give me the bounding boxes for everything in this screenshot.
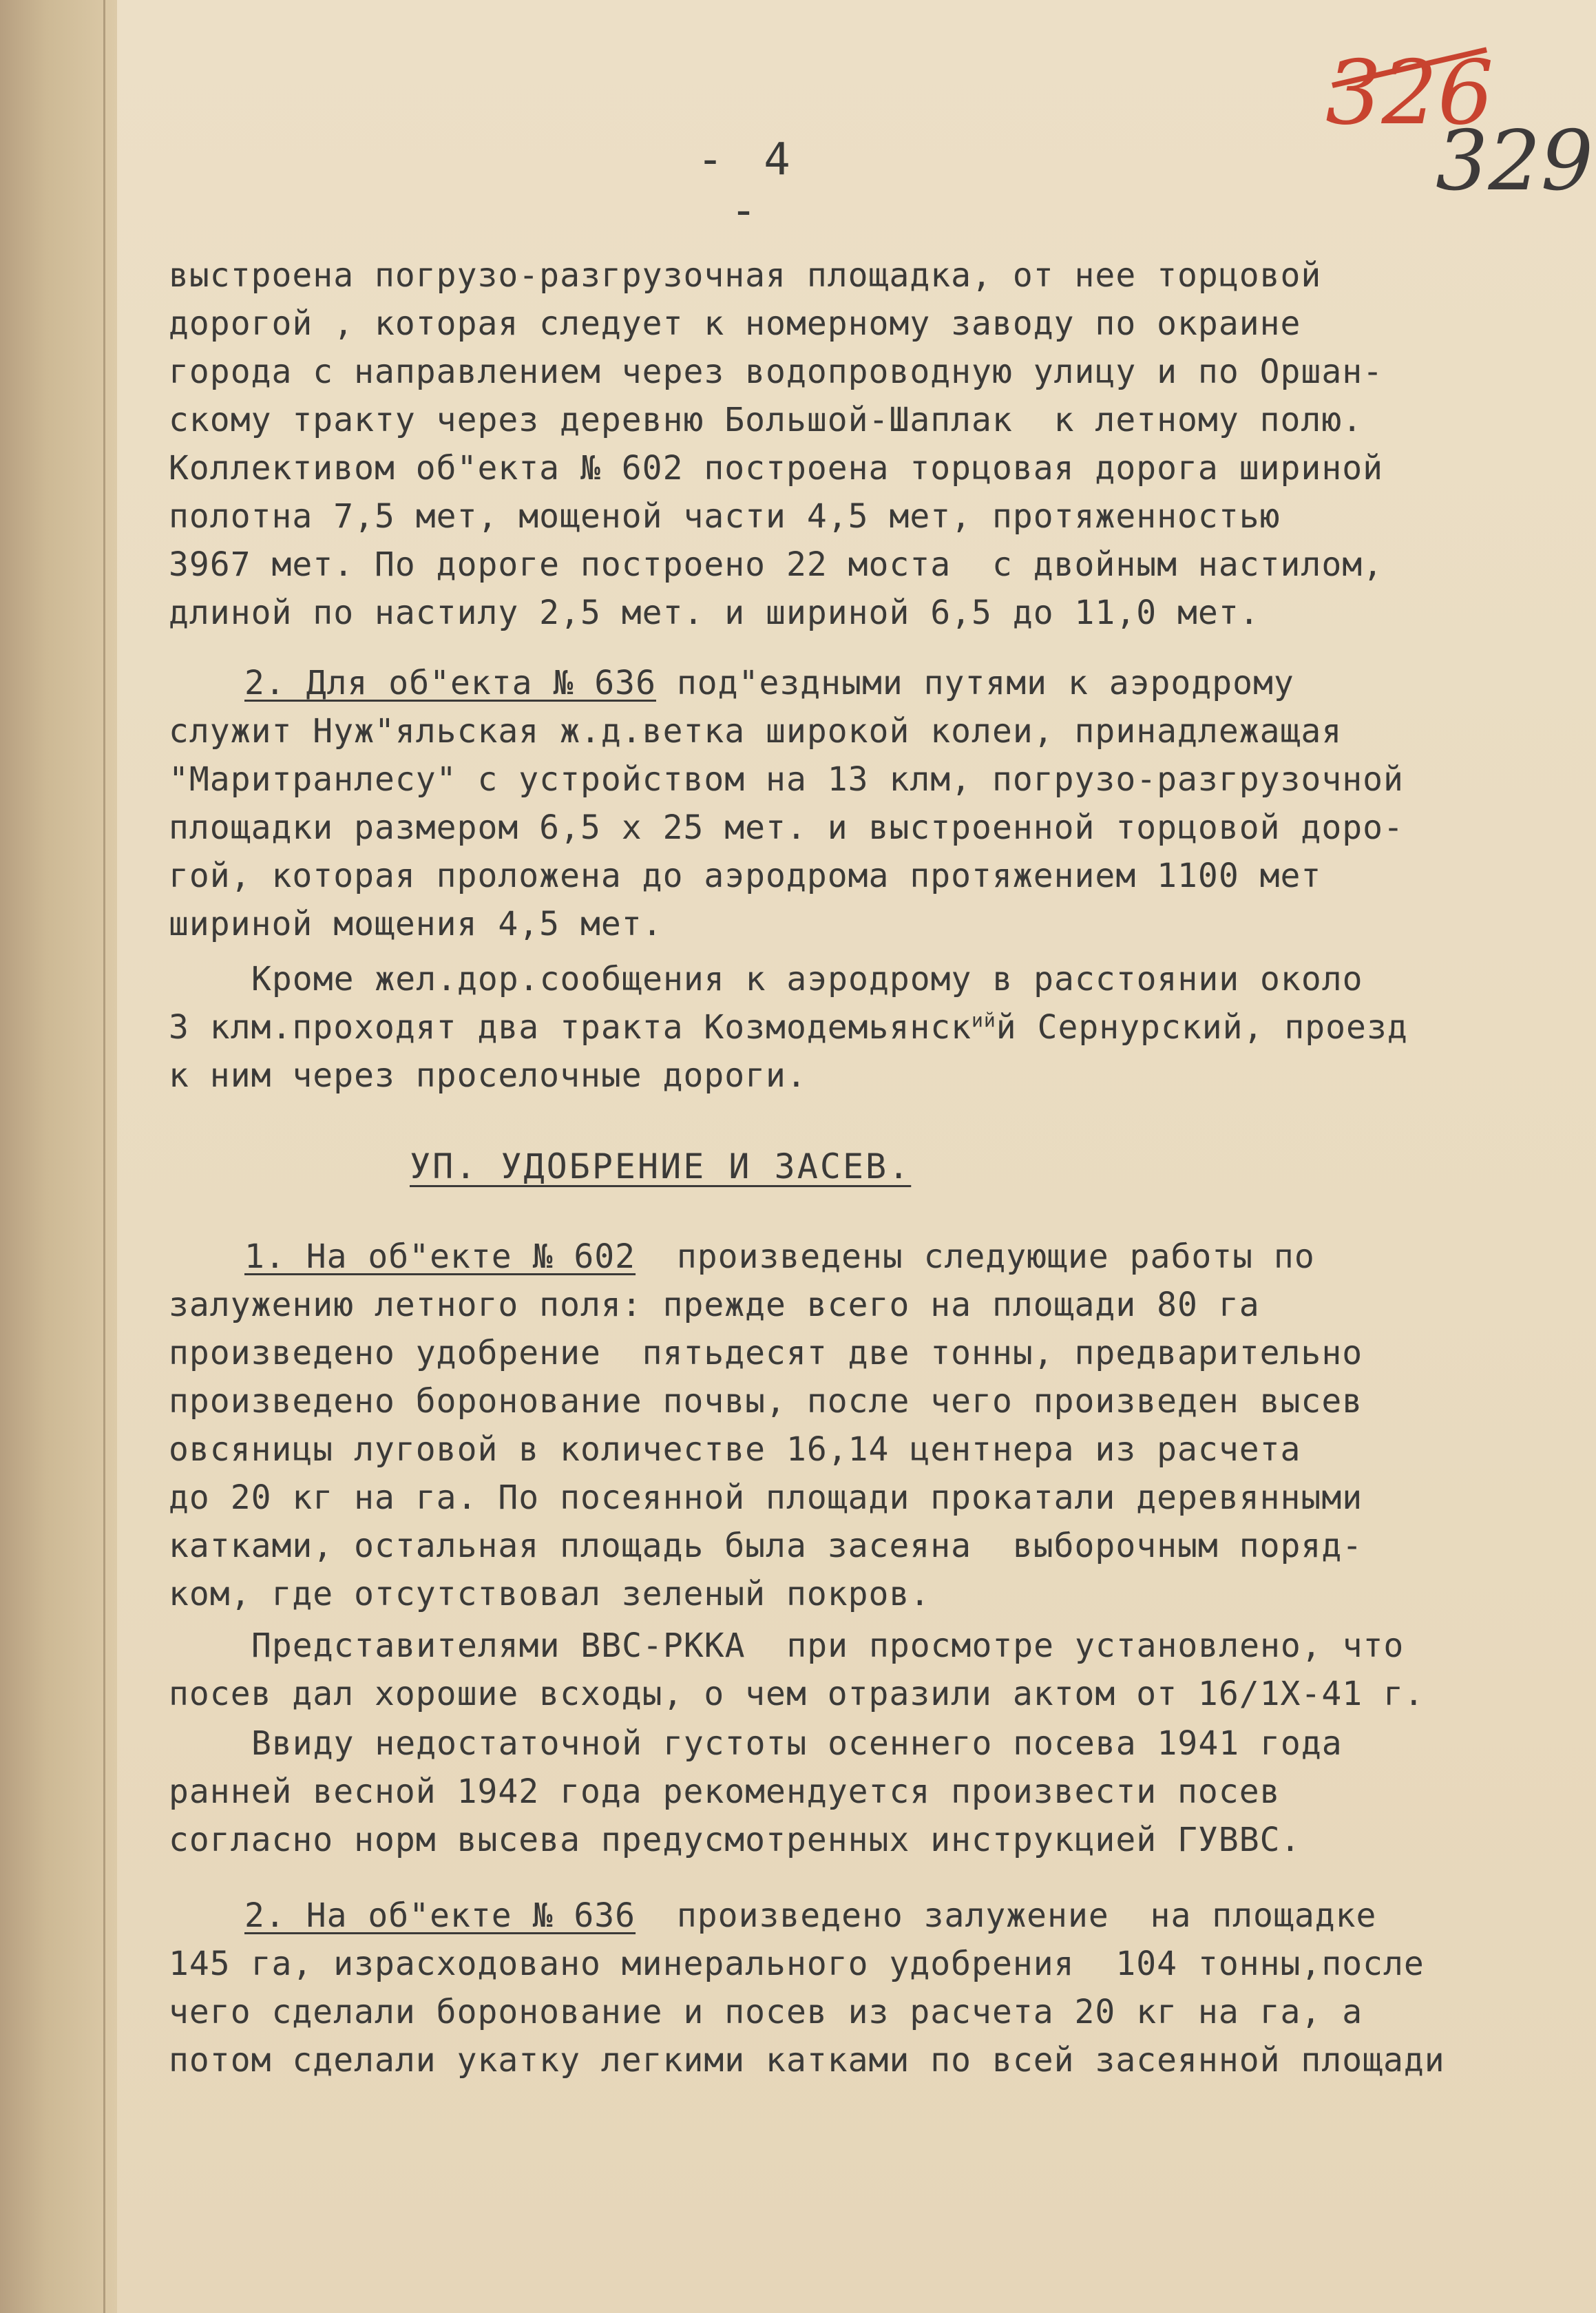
text-line: ранней весной 1942 года рекомендуется произвести посев — [169, 1772, 1281, 1811]
text-line: до 20 кг на га. По посеянной площади прокатали деревянными — [169, 1478, 1363, 1517]
text-line: скому тракту через деревню Большой-Шаплак к летному полю. — [169, 401, 1363, 439]
text-line: 145 га, израсходовано минерального удобрения 104 тонны,после — [169, 1945, 1425, 1983]
page-number: - 4 - — [697, 134, 797, 236]
text-line: 3967 мет. По дороге построено 22 моста с двойным настилом, — [169, 545, 1384, 584]
paragraph-number-object-636: 2. На об"екте № 636 — [244, 1896, 636, 1935]
text-line: катками, остальная площадь была засеяна выборочным поряд- — [169, 1527, 1363, 1565]
text-line: полотна 7,5 мет, мощеной части 4,5 мет, протяженностью — [169, 497, 1281, 536]
text-line: Ввиду недостаточной густоты осеннего посева 1941 года — [251, 1724, 1343, 1763]
archive-number-new: 329 — [1436, 114, 1594, 209]
text-line: овсяницы луговой в количестве 16,14 центнера из расчета — [169, 1430, 1301, 1469]
text-line: чего сделали боронование и посев из расчета 20 кг на га, а — [169, 1993, 1363, 2031]
text-line: залужению летного поля: прежде всего на площади 80 га — [169, 1286, 1260, 1324]
paragraph-first-line — [244, 1236, 1315, 1277]
handwritten-insertion: ий — [972, 1009, 996, 1032]
text-line: произведено боронование почвы, после чего произведен высев — [169, 1382, 1363, 1421]
archive-number-old: 326 — [1325, 42, 1494, 145]
text-line: "Маритранлесу" с устройством на 13 клм, погрузо-разгрузочной — [169, 760, 1404, 799]
text-fragment: произведены следующие работы по — [636, 1237, 1315, 1276]
text-line: Коллективом об"екта № 602 построена торцовая дорога шириной — [169, 449, 1384, 488]
text-line: выстроена погрузо-разгрузочная площадка, от нее торцовой — [169, 256, 1322, 295]
text-line: длиной по настилу 2,5 мет. и шириной 6,5 до 11,0 мет. — [169, 594, 1260, 632]
text-line: посев дал хорошие всходы, о чем отразили актом от 16/1Х-41 г. — [169, 1675, 1425, 1713]
text-fragment: й Сернурский, проезд — [996, 1008, 1408, 1047]
text-line: Представителями ВВС-РККА при просмотре установлено, что — [251, 1626, 1405, 1665]
text-line: произведено удобрение пятьдесят две тонны, предварительно — [169, 1334, 1363, 1372]
text-line: потом сделали укатку легкими катками по всей засеянной площади — [169, 2041, 1445, 2080]
text-line: гой, которая проложена до аэродрома протяжением 1100 мет — [169, 857, 1322, 895]
text-line: к ним через проселочные дороги. — [169, 1056, 807, 1095]
text-fragment: под"ездными путями к аэродрому — [655, 664, 1294, 702]
text-line: дорогой , которая следует к номерному заводу по окраине — [169, 304, 1301, 343]
section-heading: УП. УДОБРЕНИЕ И ЗАСЕВ. — [410, 1147, 912, 1186]
text-line: Кроме жел.дор.сообщения к аэродрому в расстоянии около — [251, 960, 1363, 998]
paragraph-number-object-602: 1. На об"екте № 602 — [244, 1237, 636, 1276]
text-line: ком, где отсутствовал зеленый покров. — [169, 1575, 931, 1613]
binding-edge — [103, 0, 105, 2313]
binding-margin — [0, 0, 117, 2313]
paragraph-first-line — [244, 1895, 1376, 1936]
text-line: шириной мощения 4,5 мет. — [169, 905, 663, 943]
text-line: площадки размером 6,5 х 25 мет. и выстроенной торцовой доро- — [169, 808, 1404, 847]
text-fragment: произведено залужение на площадке — [636, 1896, 1377, 1935]
paragraph-first-line — [244, 662, 1294, 704]
text-fragment: 3 клм.проходят два тракта Козмодемьянск — [169, 1008, 972, 1047]
paragraph-number-object-636: 2. Для об"екта № 636 — [244, 664, 656, 702]
text-line: согласно норм высева предусмотренных инструкцией ГУВВС. — [169, 1821, 1301, 1859]
text-line: служит Нуж"яльская ж.д.ветка широкой колеи, принадлежащая — [169, 712, 1343, 751]
text-line — [169, 1007, 1408, 1048]
text-line: города с направлением через водопроводную улицу и по Оршан- — [169, 353, 1384, 391]
